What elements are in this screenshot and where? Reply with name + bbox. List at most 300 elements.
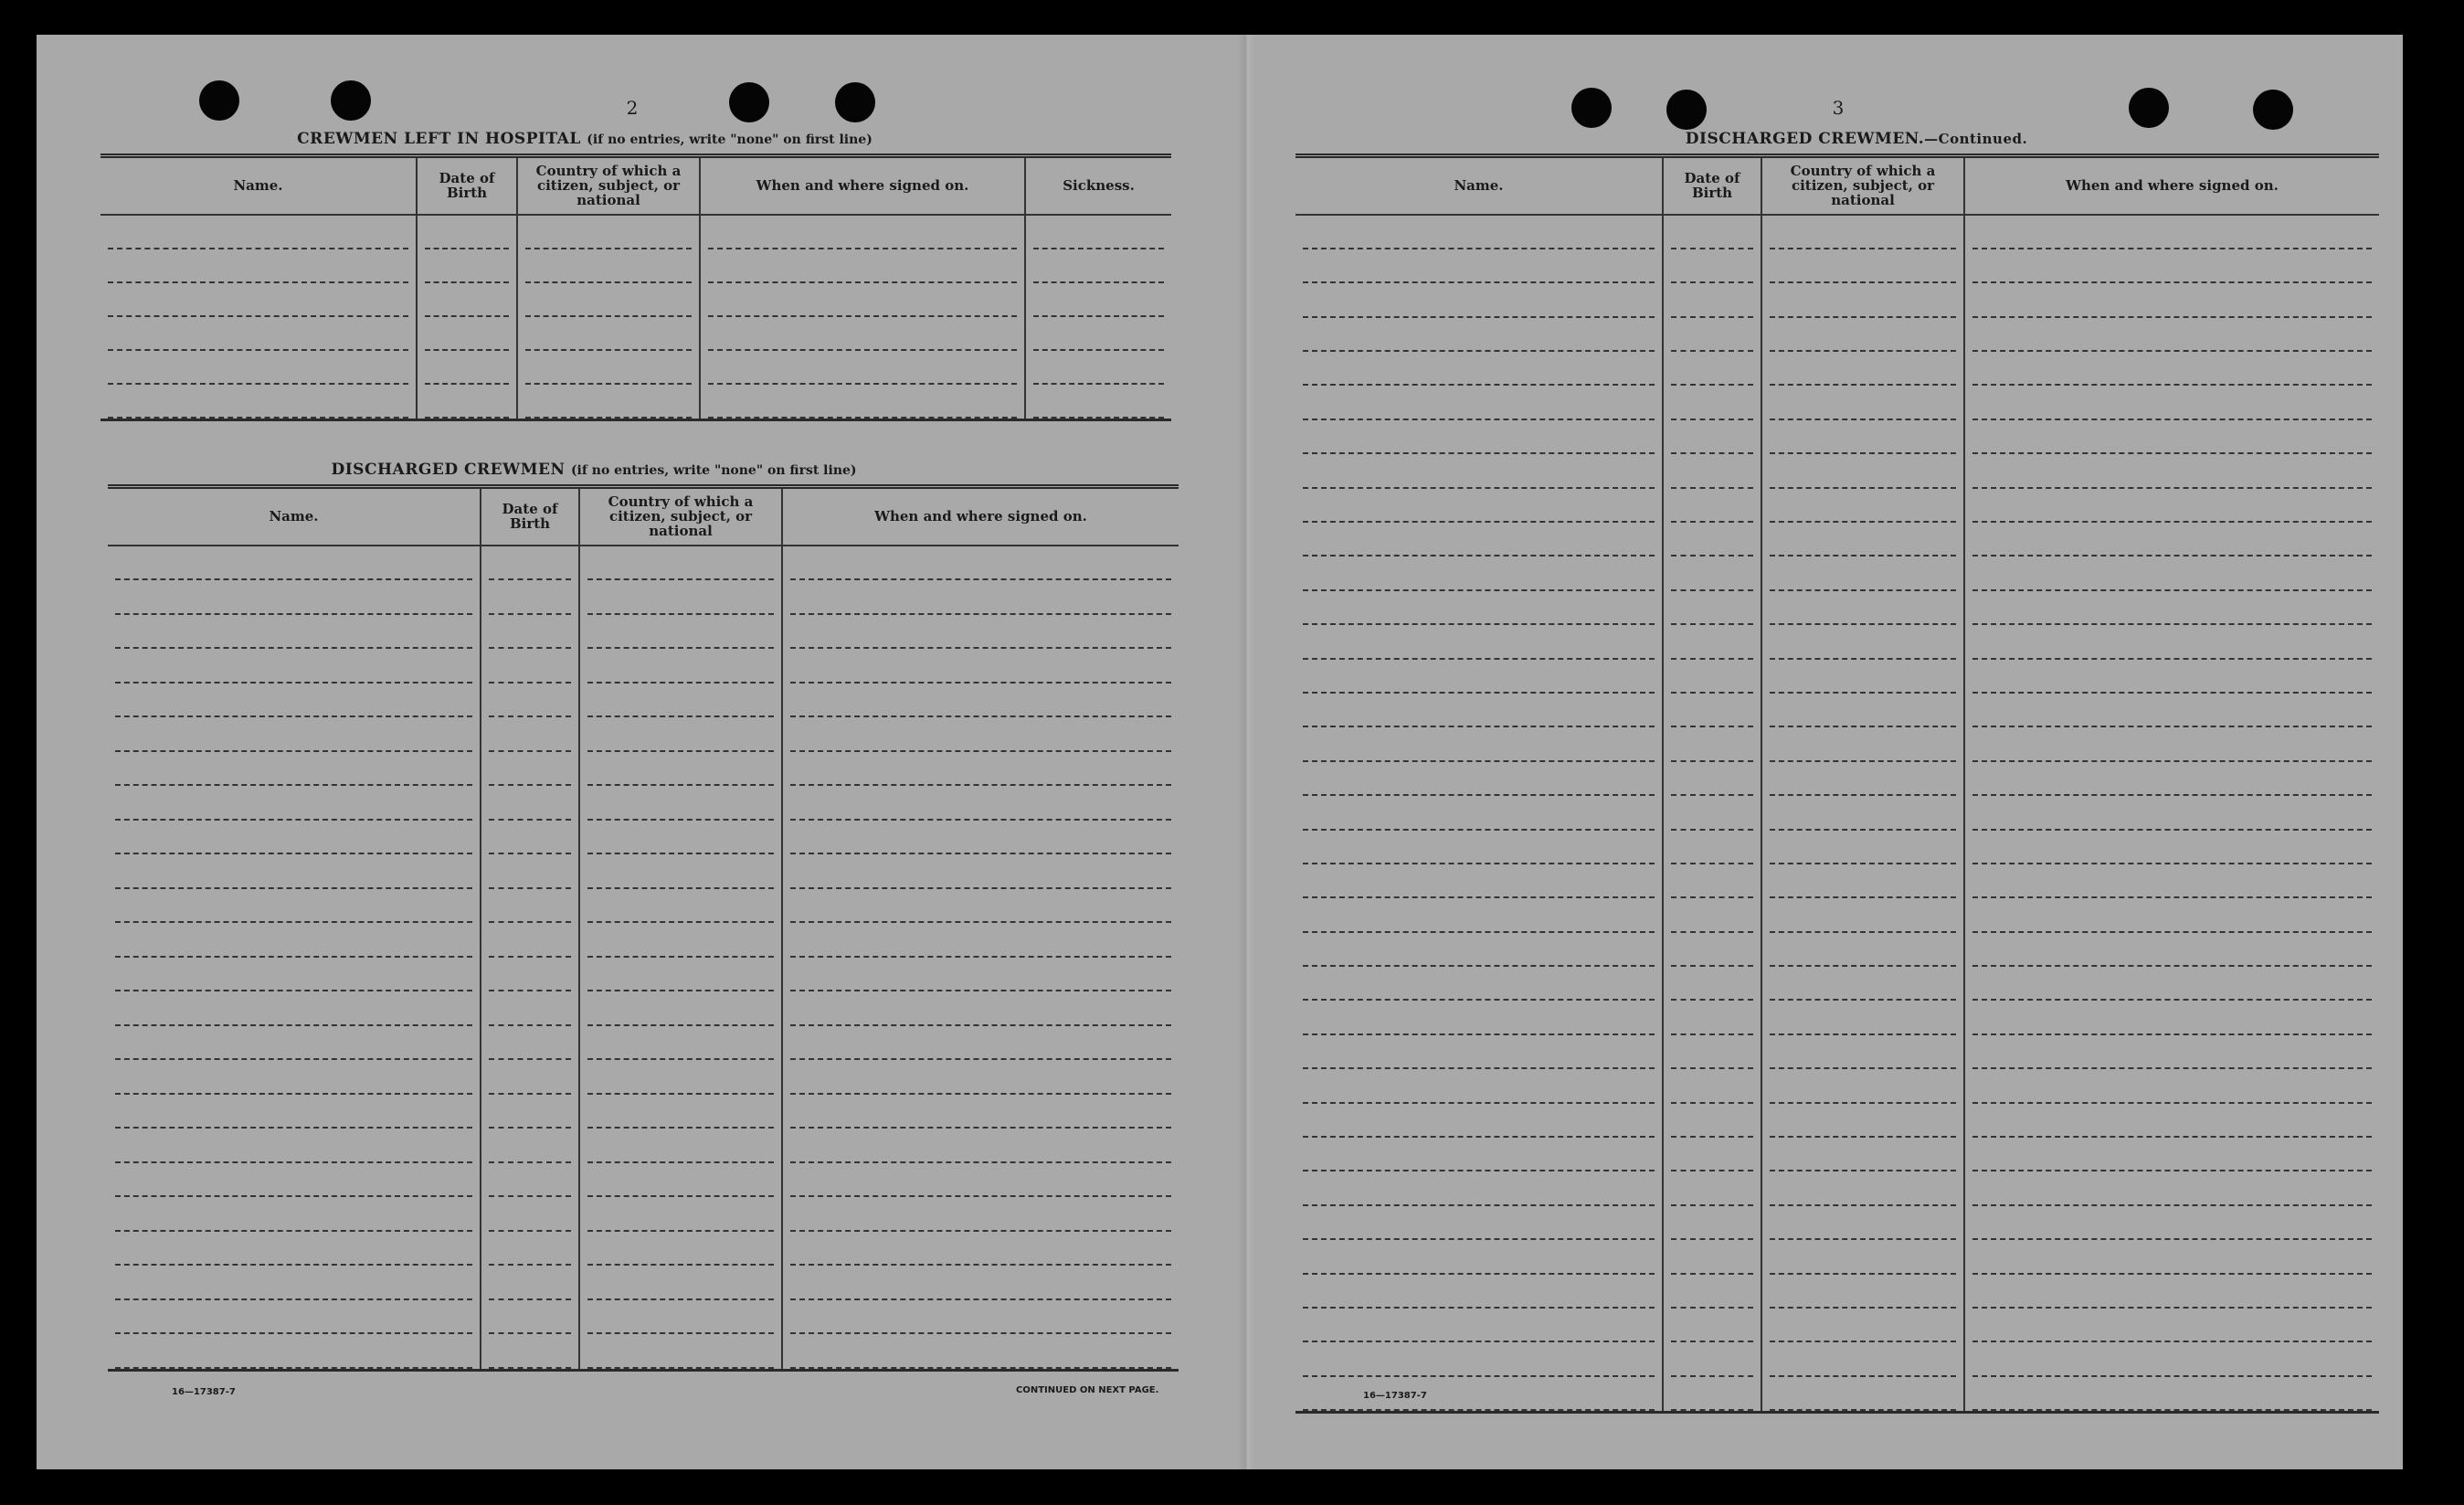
ruled-line <box>587 752 774 787</box>
ruled-line <box>1671 727 1753 761</box>
ruled-line <box>790 1060 1171 1095</box>
ruled-line <box>1972 591 2372 625</box>
signed-on-cell[interactable] <box>700 215 1025 420</box>
ledger-sheet <box>37 35 2403 1469</box>
ruled-line <box>1770 1171 1956 1205</box>
ruled-line <box>1770 591 1956 625</box>
col-name: Name. <box>100 156 417 215</box>
country-cell[interactable] <box>1761 215 1964 1413</box>
country-cell[interactable] <box>517 215 700 420</box>
ruled-line <box>1972 796 2372 830</box>
ruled-line <box>1033 385 1164 419</box>
ruled-line <box>1033 216 1164 249</box>
ruled-line <box>1033 249 1164 283</box>
ruled-line <box>1770 352 1956 386</box>
ruled-line <box>1303 249 1655 283</box>
ruled-line <box>1770 1035 1956 1069</box>
ruled-line <box>1972 864 2372 898</box>
ruled-line <box>1770 283 1956 317</box>
ruled-line <box>587 1095 774 1129</box>
form-number: 16—17387-7 <box>172 1387 236 1397</box>
ruled-line <box>1972 1342 2372 1376</box>
ruled-line <box>1033 317 1164 351</box>
ruled-line <box>1770 1001 1956 1034</box>
ruled-line <box>489 1129 571 1163</box>
ruled-line <box>1972 1035 2372 1069</box>
ruled-line <box>1303 454 1655 488</box>
ruled-line <box>1671 694 1753 727</box>
ruled-line <box>1770 727 1956 761</box>
ruled-line <box>489 1060 571 1095</box>
ruled-line <box>1972 1001 2372 1034</box>
punch-hole <box>1571 88 1612 128</box>
ruled-line <box>1972 386 2372 419</box>
ruled-line <box>1671 1275 1753 1309</box>
ruled-line <box>587 615 774 650</box>
punch-hole <box>835 82 875 122</box>
ruled-line <box>1303 967 1655 1001</box>
ruled-line <box>115 1334 472 1369</box>
ruled-line <box>1770 694 1956 727</box>
ruled-line <box>1671 831 1753 864</box>
ruled-line <box>1972 625 2372 659</box>
ruled-line <box>1671 625 1753 659</box>
date-of-birth-cell[interactable] <box>1663 215 1761 1413</box>
ruled-line <box>1770 386 1956 419</box>
ruled-line <box>1770 454 1956 488</box>
ruled-line <box>108 385 408 419</box>
ruled-line <box>115 821 472 855</box>
ruled-line <box>790 717 1171 752</box>
hospital-table <box>100 154 1171 421</box>
ruled-line <box>1303 1035 1655 1069</box>
ruled-line <box>1770 249 1956 283</box>
ruled-line <box>489 958 571 992</box>
ruled-line <box>708 317 1017 351</box>
ruled-line <box>790 1232 1171 1267</box>
punch-hole <box>331 80 371 121</box>
ruled-line <box>489 1197 571 1232</box>
ruled-line <box>489 615 571 650</box>
ruled-line <box>1770 1377 1956 1411</box>
ruled-line <box>1972 727 2372 761</box>
ruled-line <box>1303 556 1655 590</box>
continued-note: CONTINUED ON NEXT PAGE. <box>1016 1385 1159 1395</box>
ruled-line <box>1770 1240 1956 1274</box>
ruled-line <box>1303 1377 1655 1411</box>
ruled-line <box>115 1163 472 1198</box>
ruled-line <box>489 684 571 718</box>
ruled-line <box>1303 660 1655 694</box>
ruled-line <box>1770 420 1956 454</box>
ruled-line <box>1770 933 1956 967</box>
name-cell[interactable] <box>1295 215 1663 1413</box>
ruled-line <box>1972 1171 2372 1205</box>
discharged-continued-text: DISCHARGED CREWMEN. <box>1685 130 1925 148</box>
ruled-line <box>1303 1001 1655 1034</box>
ruled-line <box>115 889 472 924</box>
col-signed-on: When and where signed on. <box>782 487 1179 546</box>
ruled-line <box>1303 283 1655 317</box>
ruled-line <box>790 684 1171 718</box>
col-name: Name. <box>1295 156 1663 215</box>
ruled-line <box>1671 967 1753 1001</box>
ruled-line <box>708 351 1017 385</box>
ruled-line <box>489 546 571 581</box>
ruled-line <box>108 283 408 317</box>
page-number: 3 <box>1832 97 1845 119</box>
ruled-line <box>1770 318 1956 352</box>
ruled-line <box>115 1060 472 1095</box>
ruled-line <box>1671 1377 1753 1411</box>
ruled-line <box>489 821 571 855</box>
name-cell[interactable] <box>100 215 417 420</box>
ruled-line <box>115 1026 472 1061</box>
ruled-line <box>1770 523 1956 556</box>
ruled-line <box>115 1232 472 1267</box>
ruled-line <box>525 385 692 419</box>
ruled-line <box>1972 660 2372 694</box>
ruled-line <box>1770 796 1956 830</box>
ruled-line <box>790 546 1171 581</box>
ruled-line <box>790 821 1171 855</box>
discharged-table <box>108 484 1179 1372</box>
ruled-line <box>1671 352 1753 386</box>
col-country: Country of which a citizen, subject, or national <box>1761 156 1964 215</box>
ruled-line <box>790 786 1171 821</box>
ruled-line <box>489 1163 571 1198</box>
ruled-line <box>489 717 571 752</box>
ruled-line <box>1303 1138 1655 1171</box>
ruled-line <box>587 854 774 889</box>
ruled-line <box>1671 1342 1753 1376</box>
ruled-line <box>1770 216 1956 249</box>
ruled-line <box>1770 967 1956 1001</box>
ruled-line <box>1770 1342 1956 1376</box>
ruled-line <box>108 317 408 351</box>
ruled-line <box>587 1334 774 1369</box>
hospital-title-note: (if no entries, write "none" on first line) <box>587 132 872 147</box>
ruled-line <box>587 546 774 581</box>
ruled-line <box>1972 831 2372 864</box>
ruled-line <box>1303 762 1655 796</box>
page-number: 2 <box>626 97 639 119</box>
ruled-line <box>425 385 509 419</box>
ruled-line <box>1303 1275 1655 1309</box>
ruled-line <box>1972 249 2372 283</box>
ruled-line <box>1303 489 1655 523</box>
ruled-line <box>1671 1309 1753 1342</box>
ruled-line <box>115 752 472 787</box>
ruled-line <box>587 991 774 1026</box>
ruled-line <box>587 958 774 992</box>
ruled-line <box>1972 1069 2372 1103</box>
ruled-line <box>115 1129 472 1163</box>
ruled-line <box>1770 1069 1956 1103</box>
ruled-line <box>790 649 1171 684</box>
ruled-line <box>1972 967 2372 1001</box>
ruled-line <box>525 283 692 317</box>
ruled-line <box>1671 318 1753 352</box>
ruled-line <box>1303 318 1655 352</box>
punch-hole <box>2129 88 2169 128</box>
ruled-line <box>1770 1275 1956 1309</box>
ruled-line <box>489 1232 571 1267</box>
ruled-line <box>1770 556 1956 590</box>
ruled-line <box>1671 1001 1753 1034</box>
ruled-line <box>115 786 472 821</box>
ruled-line <box>587 923 774 958</box>
ruled-line <box>1303 420 1655 454</box>
ruled-line <box>1303 898 1655 932</box>
ruled-line <box>790 1197 1171 1232</box>
ruled-line <box>587 1232 774 1267</box>
ruled-line <box>1303 1342 1655 1376</box>
ruled-line <box>489 752 571 787</box>
ruled-line <box>425 283 509 317</box>
ruled-line <box>489 786 571 821</box>
ruled-line <box>1671 660 1753 694</box>
ruled-line <box>1671 1035 1753 1069</box>
form-number: 16—17387-7 <box>1363 1391 1427 1401</box>
ruled-line <box>790 580 1171 615</box>
ruled-line <box>790 889 1171 924</box>
hospital-section-title <box>219 130 950 148</box>
ruled-line <box>1303 864 1655 898</box>
page-fold <box>1238 35 1254 1469</box>
signed-on-cell[interactable] <box>782 546 1179 1371</box>
col-sickness: Sickness. <box>1025 156 1171 215</box>
ruled-line <box>1671 591 1753 625</box>
ruled-line <box>489 1334 571 1369</box>
ruled-line <box>1303 831 1655 864</box>
col-date-of-birth: Date of Birth <box>1663 156 1761 215</box>
punch-hole <box>199 80 239 121</box>
ruled-line <box>708 385 1017 419</box>
ruled-line <box>1972 1275 2372 1309</box>
country-cell[interactable] <box>579 546 782 1371</box>
ruled-line <box>1671 1171 1753 1205</box>
ruled-line <box>489 889 571 924</box>
ruled-line <box>489 1026 571 1061</box>
ruled-line <box>1770 489 1956 523</box>
ruled-line <box>587 786 774 821</box>
hospital-title-text: CREWMEN LEFT IN HOSPITAL <box>297 130 581 148</box>
ruled-line <box>1671 1104 1753 1138</box>
ruled-line <box>115 1300 472 1335</box>
ruled-line <box>587 1026 774 1061</box>
ruled-line <box>1972 1138 2372 1171</box>
ruled-line <box>1972 352 2372 386</box>
ruled-line <box>489 854 571 889</box>
ruled-line <box>1972 454 2372 488</box>
ruled-line <box>1303 523 1655 556</box>
punch-hole <box>729 82 769 122</box>
ruled-line <box>489 1266 571 1300</box>
ruled-line <box>790 991 1171 1026</box>
ruled-line <box>1671 249 1753 283</box>
name-cell[interactable] <box>108 546 481 1371</box>
col-country: Country of which a citizen, subject, or national <box>517 156 700 215</box>
ruled-line <box>425 249 509 283</box>
date-of-birth-cell[interactable] <box>481 546 579 1371</box>
signed-on-cell[interactable] <box>1964 215 2379 1413</box>
ruled-line <box>525 249 692 283</box>
ruled-line <box>790 1300 1171 1335</box>
ruled-line <box>708 216 1017 249</box>
ruled-line <box>1972 283 2372 317</box>
ruled-line <box>708 249 1017 283</box>
ruled-line <box>1972 1377 2372 1411</box>
ruled-line <box>1972 933 2372 967</box>
ruled-line <box>587 580 774 615</box>
continued-label: —Continued. <box>1924 131 2028 147</box>
ruled-line <box>425 351 509 385</box>
ruled-line <box>790 854 1171 889</box>
ruled-line <box>108 351 408 385</box>
ruled-line <box>115 958 472 992</box>
ruled-line <box>790 958 1171 992</box>
col-date-of-birth: Date of Birth <box>481 487 579 546</box>
ruled-line <box>1972 1240 2372 1274</box>
ruled-line <box>1303 352 1655 386</box>
ruled-line <box>1972 318 2372 352</box>
ruled-line <box>790 1129 1171 1163</box>
sickness-cell[interactable] <box>1025 215 1171 420</box>
ruled-line <box>790 752 1171 787</box>
ruled-line <box>489 580 571 615</box>
ruled-line <box>1303 1104 1655 1138</box>
ruled-line <box>708 283 1017 317</box>
discharged-continued-table <box>1295 154 2379 1414</box>
ruled-line <box>108 249 408 283</box>
ruled-line <box>115 615 472 650</box>
ruled-line <box>1303 727 1655 761</box>
ruled-line <box>525 351 692 385</box>
ruled-line <box>1671 796 1753 830</box>
ruled-line <box>1770 762 1956 796</box>
ruled-line <box>425 317 509 351</box>
col-country: Country of which a citizen, subject, or national <box>579 487 782 546</box>
ruled-line <box>1303 1206 1655 1240</box>
ruled-line <box>1671 386 1753 419</box>
ruled-line <box>1671 216 1753 249</box>
ruled-line <box>1671 1206 1753 1240</box>
ruled-line <box>1303 1171 1655 1205</box>
ruled-line <box>1972 898 2372 932</box>
ruled-line <box>790 1163 1171 1198</box>
ruled-line <box>1972 1104 2372 1138</box>
ruled-line <box>1303 625 1655 659</box>
ruled-line <box>1972 762 2372 796</box>
ruled-line <box>790 1266 1171 1300</box>
ruled-line <box>1303 694 1655 727</box>
ruled-line <box>115 854 472 889</box>
col-date-of-birth: Date of Birth <box>417 156 517 215</box>
ruled-line <box>1972 1206 2372 1240</box>
ruled-line <box>1671 556 1753 590</box>
right-page <box>1290 35 2386 1469</box>
ruled-line <box>115 991 472 1026</box>
ruled-line <box>1770 1309 1956 1342</box>
ruled-line <box>115 1266 472 1300</box>
punch-hole <box>2253 90 2293 130</box>
ruled-line <box>587 684 774 718</box>
ruled-line <box>1671 933 1753 967</box>
ruled-line <box>1770 864 1956 898</box>
ruled-line <box>790 615 1171 650</box>
ruled-line <box>1770 625 1956 659</box>
ruled-line <box>1303 1240 1655 1274</box>
ruled-line <box>587 1197 774 1232</box>
ruled-line <box>587 1266 774 1300</box>
ruled-line <box>1770 1138 1956 1171</box>
ruled-line <box>115 923 472 958</box>
ruled-line <box>1303 933 1655 967</box>
ruled-line <box>1303 216 1655 249</box>
ruled-line <box>1671 1138 1753 1171</box>
ruled-line <box>790 1095 1171 1129</box>
ruled-line <box>489 1300 571 1335</box>
left-page <box>91 35 1215 1469</box>
date-of-birth-cell[interactable] <box>417 215 517 420</box>
ruled-line <box>1972 216 2372 249</box>
ruled-line <box>1671 489 1753 523</box>
ruled-line <box>587 889 774 924</box>
punch-hole <box>1666 90 1707 130</box>
ruled-line <box>587 649 774 684</box>
ruled-line <box>1303 796 1655 830</box>
ruled-line <box>425 216 509 249</box>
ruled-line <box>115 684 472 718</box>
ruled-line <box>525 317 692 351</box>
ruled-line <box>790 1334 1171 1369</box>
col-name: Name. <box>108 487 481 546</box>
ruled-line <box>1671 1069 1753 1103</box>
ruled-line <box>1671 762 1753 796</box>
ruled-line <box>115 546 472 581</box>
ruled-line <box>115 580 472 615</box>
ruled-line <box>1770 1104 1956 1138</box>
ruled-line <box>587 1060 774 1095</box>
ruled-line <box>1770 898 1956 932</box>
ruled-line <box>1770 831 1956 864</box>
ruled-line <box>1972 1309 2372 1342</box>
ruled-line <box>1671 420 1753 454</box>
discharged-section-title <box>228 461 959 479</box>
ruled-line <box>525 216 692 249</box>
ruled-line <box>1671 454 1753 488</box>
ruled-line <box>587 717 774 752</box>
ruled-line <box>1972 694 2372 727</box>
ruled-line <box>1303 1069 1655 1103</box>
ruled-line <box>790 923 1171 958</box>
ruled-line <box>1671 864 1753 898</box>
col-signed-on: When and where signed on. <box>1964 156 2379 215</box>
ruled-line <box>1671 523 1753 556</box>
discharged-title-note: (if no entries, write "none" on first line) <box>570 463 857 478</box>
ruled-line <box>1671 898 1753 932</box>
ruled-line <box>1671 283 1753 317</box>
ruled-line <box>587 821 774 855</box>
ruled-line <box>790 1026 1171 1061</box>
ruled-line <box>1972 420 2372 454</box>
ruled-line <box>489 991 571 1026</box>
ruled-line <box>115 1095 472 1129</box>
ruled-line <box>1972 556 2372 590</box>
ruled-line <box>1770 1206 1956 1240</box>
ruled-line <box>115 717 472 752</box>
